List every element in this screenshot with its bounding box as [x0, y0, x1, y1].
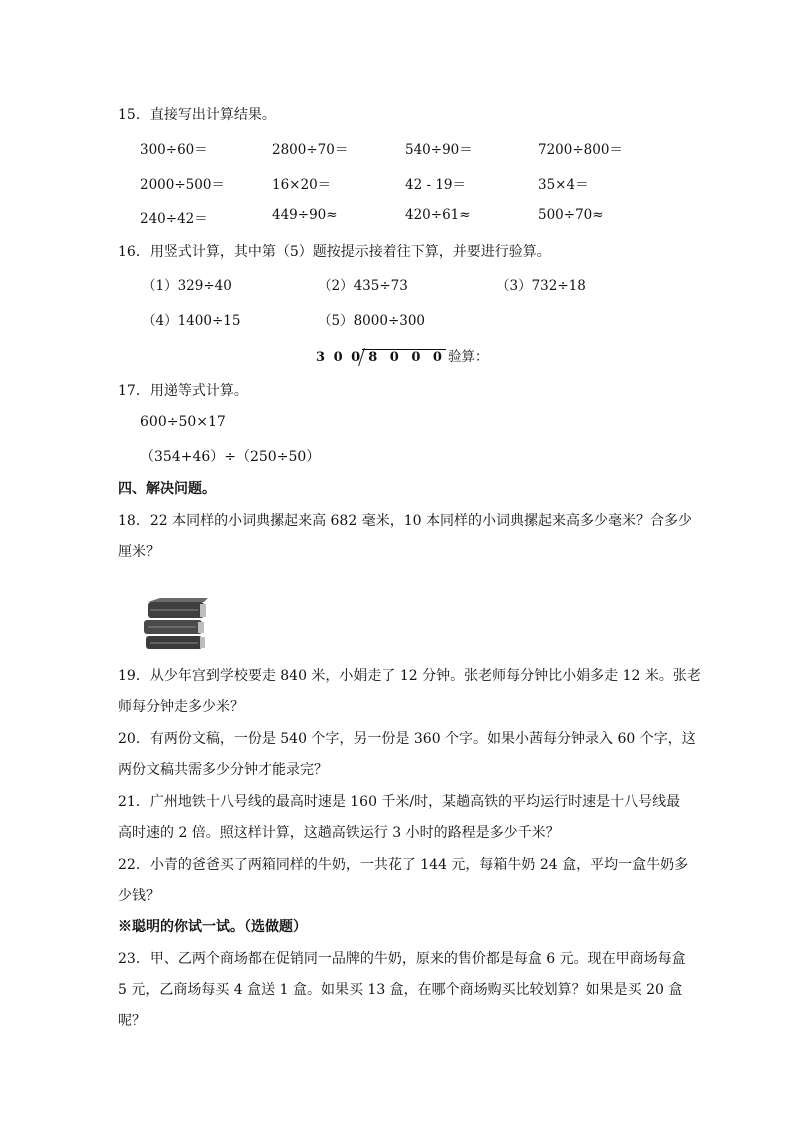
division-divisor: 3 0 0 [316, 350, 363, 365]
q16-item-1: （1）329÷40 [142, 278, 232, 294]
q16-item-3: （3）732÷18 [496, 278, 586, 294]
calc-item: 420÷61≈ [405, 207, 471, 223]
q17-item-1: 600÷50×17 [140, 414, 226, 430]
calc-item: 500÷70≈ [538, 207, 604, 223]
q20-line-1: 20．有两份文稿，一份是 540 个字，另一份是 360 个字。如果小茜每分钟录入 60 个字，这 [118, 731, 696, 747]
q17-item-2: （354+46）÷（250÷50） [140, 449, 321, 465]
q23-line-1: 23．甲、乙两个商场都在促销同一品牌的牛奶，原来的售价都是每盒 6 元。现在甲商场每盒 [118, 951, 686, 967]
calc-item: 540÷90＝ [405, 142, 473, 158]
q20-line-2: 两份文稿共需多少分钟才能录完？ [118, 762, 328, 778]
q21-line-1: 21．广州地铁十八号线的最高时速是 160 千米/时，某趟高铁的平均运行时速是十八号线最 [118, 794, 681, 810]
calc-item: 42 - 19＝ [405, 177, 467, 193]
calc-item: 7200÷800＝ [538, 142, 623, 158]
q19-line-1: 19．从少年宫到学校要走 840 米，小娟走了 12 分钟。张老师每分钟比小娟多走 12 米。张老 [118, 668, 701, 684]
q15-title: 15．直接写出计算结果。 [118, 107, 276, 123]
calc-item: 449÷90≈ [272, 207, 338, 223]
calc-item: 2800÷70＝ [272, 142, 349, 158]
challenge-heading: ※聪明的你试一试。（选做题） [118, 919, 307, 935]
q16-title: 16．用竖式计算，其中第（5）题按提示接着往下算，并要进行验算。 [118, 244, 551, 260]
q17-title: 17．用递等式计算。 [118, 383, 248, 399]
calc-item: 240÷42＝ [140, 211, 208, 227]
q16-item-4: （4）1400÷15 [142, 313, 241, 329]
q16-item-5: （5）8000÷300 [318, 313, 426, 329]
q18-line-2: 厘米？ [118, 544, 160, 560]
stack-of-books-icon [142, 596, 208, 652]
calc-item: 35×4＝ [538, 177, 589, 193]
calc-item: 300÷60＝ [140, 142, 208, 158]
division-dividend: 8 0 0 0 [362, 349, 446, 365]
q18-line-1: 18．22 本同样的小词典摞起来高 682 毫米，10 本同样的小词典摞起来高多少毫米？合多少 [118, 513, 692, 529]
long-division-hint [316, 345, 488, 365]
q21-line-2: 高时速的 2 倍。照这样计算，这趟高铁运行 3 小时的路程是多少千米？ [118, 825, 560, 841]
q22-line-2: 少钱？ [118, 888, 160, 904]
q23-line-2: 5 元，乙商场每买 4 盒送 1 盒。如果买 13 盒，在哪个商场购买比较划算？如果是买 20 盒 [118, 982, 683, 998]
check-label: 验算： [447, 349, 489, 365]
section-heading: 四、解决问题。 [118, 481, 216, 497]
q19-line-2: 师每分钟走多少米？ [118, 699, 244, 715]
q22-line-1: 22．小青的爸爸买了两箱同样的牛奶，一共花了 144 元，每箱牛奶 24 盒，平均一盒牛奶多 [118, 857, 689, 873]
calc-item: 16×20＝ [272, 177, 332, 193]
q23-line-3: 呢？ [118, 1013, 146, 1029]
calc-item: 2000÷500＝ [140, 177, 225, 193]
q16-item-2: （2）435÷73 [318, 278, 408, 294]
